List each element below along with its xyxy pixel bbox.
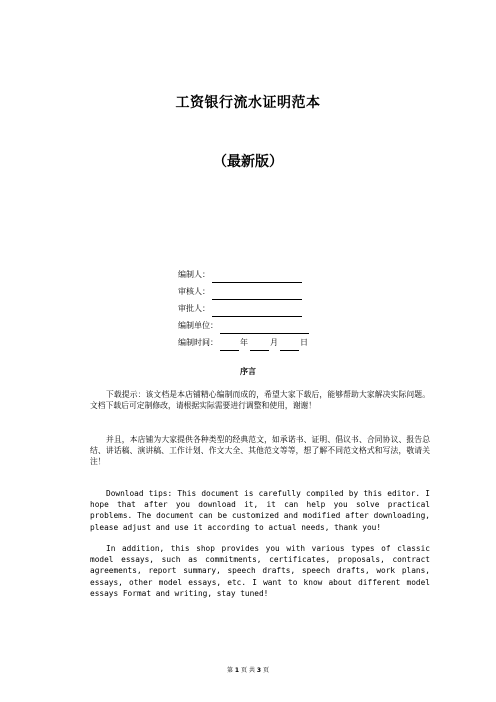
year-label: 年 [240,338,248,347]
unit-label: 编制单位： [178,321,218,330]
reviewer-label: 审核人： [178,287,210,296]
footer-total-pages: 3 [256,667,262,674]
reviewer-row [178,283,309,300]
footer-page-number: 1 [234,667,240,674]
approver-row [178,300,309,317]
paragraph-text: 下载提示：该文档是本店铺精心编制而成的，希望大家下载后，能够帮助大家解决实际问题。文档下载后可定制修改，请根据实际需要进行调整和使用，谢谢！ [90,390,430,411]
time-label: 编制时间： [178,338,218,347]
day-field [280,339,299,351]
preface-paragraph-3 [90,488,430,533]
editor-label: 编制人： [178,270,210,279]
editor-row [178,266,309,283]
unit-row [178,317,309,334]
editor-field [212,271,302,283]
time-row [178,334,309,351]
month-field [250,339,269,351]
month-label: 月 [270,338,278,347]
paragraph-text: 并且，本店铺为大家提供各种类型的经典范文，如承诺书、证明、倡议书、合同协议、报告总结、讲话稿、演讲稿、工作计划、作文大全、其他范文等等，想了解不同范文格式和写法，敬请关注！ [90,435,430,467]
reviewer-field [212,288,302,300]
meta-block [178,266,309,351]
preface-paragraph-2 [90,434,430,468]
preface-paragraph-4 [90,543,430,599]
footer-prefix: 第 [226,667,233,674]
approver-label: 审批人： [178,304,210,313]
year-field [220,339,239,351]
footer-suffix: 页 [262,667,269,674]
paragraph-text: In addition, this shop provides you with various types of classic model essays, such as commitments, certificates, proposals, contract agreements, report summary, speech drafts, speech drafts, work plans, essays, other model essays, etc. I want to know about different model essays Format and writing, stay tuned! [90,544,430,598]
document-title: 工资银行流水证明范本 [175,95,321,111]
unit-field [220,322,309,334]
approver-field [212,305,302,317]
document-subtitle: （最新版） [213,154,283,170]
preface-heading: 序言 [240,367,256,376]
footer-middle: 页 共 [241,667,255,674]
preface-paragraph-1 [90,389,430,411]
page-footer [0,665,496,674]
paragraph-text: Download tips: This document is carefully compiled by this editor. I hope that after you download it, it can help you solve practical problems. The document can be customized and modified after downloading, please adjust and use it according to actual needs, thank you! [90,489,430,532]
day-label: 日 [300,338,308,347]
